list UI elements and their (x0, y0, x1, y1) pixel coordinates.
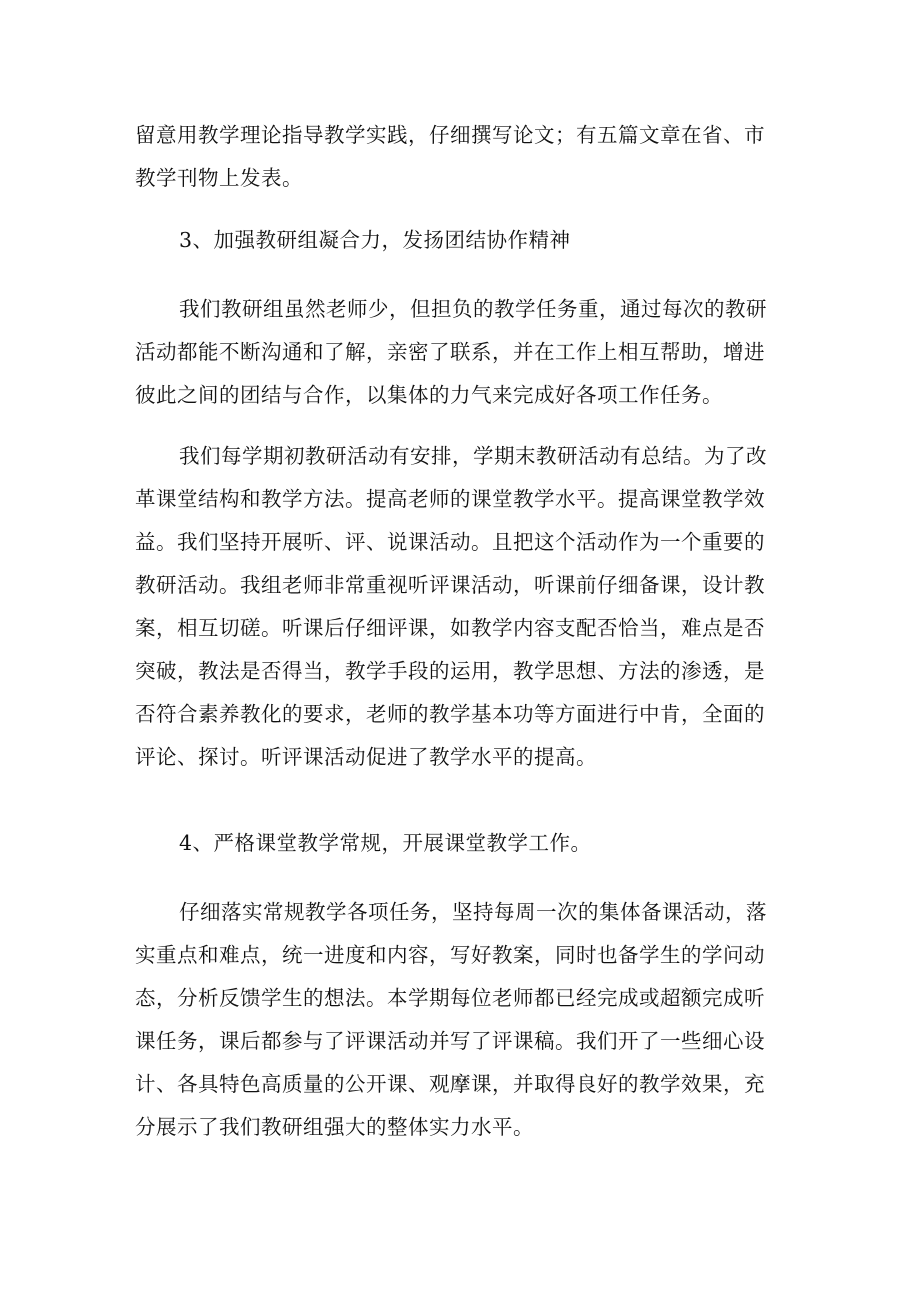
heading-text: 4、严格课堂教学常规，开展课堂教学工作。 (179, 831, 592, 855)
text-line: 突破，教法是否得当，教学手段的运用，教学思想、方法的渗透，是 (135, 659, 765, 683)
paragraph-teamwork (135, 288, 795, 417)
text-line: 态，分析反馈学生的想法。本学期每位老师都已经完成或超额完成听 (135, 986, 765, 1010)
text-line: 否符合素养教化的要求，老师的教学基本功等方面进行中肯，全面的 (135, 702, 765, 726)
section-heading-4 (135, 822, 795, 865)
text-line: 实重点和难点，统一进度和内容，写好教案，同时也备学生的学问动 (135, 943, 765, 967)
text-line: 革课堂结构和教学方法。提高老师的课堂教学水平。提高课堂教学效 (135, 487, 765, 511)
heading-text: 3、加强教研组凝合力，发扬团结协作精神 (179, 228, 571, 252)
text-line: 教学刊物上发表。 (135, 166, 303, 190)
text-line: 我们教研组虽然老师少，但担负的教学任务重，通过每次的教研 (179, 297, 767, 321)
text-line: 活动都能不断沟通和了解，亲密了联系，并在工作上相互帮助，增进 (135, 340, 765, 364)
text-line: 课任务，课后都参与了评课活动并写了评课稿。我们开了一些细心设 (135, 1029, 765, 1053)
paragraph-continuation (135, 114, 795, 200)
paragraph-activities (135, 435, 795, 779)
text-line: 仔细落实常规教学各项任务，坚持每周一次的集体备课活动，落 (179, 900, 767, 924)
section-heading-3 (135, 219, 795, 262)
paragraph-routine (135, 891, 795, 1149)
text-line: 我们每学期初教研活动有安排，学期末教研活动有总结。为了改 (179, 444, 767, 468)
text-line: 彼此之间的团结与合作，以集体的力气来完成好各项工作任务。 (135, 383, 723, 407)
text-line: 评论、探讨。听评课活动促进了教学水平的提高。 (135, 745, 597, 769)
text-line: 案，相互切磋。听课后仔细评课，如教学内容支配否恰当，难点是否 (135, 616, 765, 640)
text-line: 教研活动。我组老师非常重视听评课活动，听课前仔细备课，设计教 (135, 573, 765, 597)
text-line: 益。我们坚持开展听、评、说课活动。且把这个活动作为一个重要的 (135, 530, 765, 554)
text-line: 计、各具特色高质量的公开课、观摩课，并取得良好的教学效果，充 (135, 1072, 765, 1096)
text-line: 留意用教学理论指导教学实践，仔细撰写论文；有五篇文章在省、市 (135, 123, 765, 147)
text-line: 分展示了我们教研组强大的整体实力水平。 (135, 1115, 534, 1139)
